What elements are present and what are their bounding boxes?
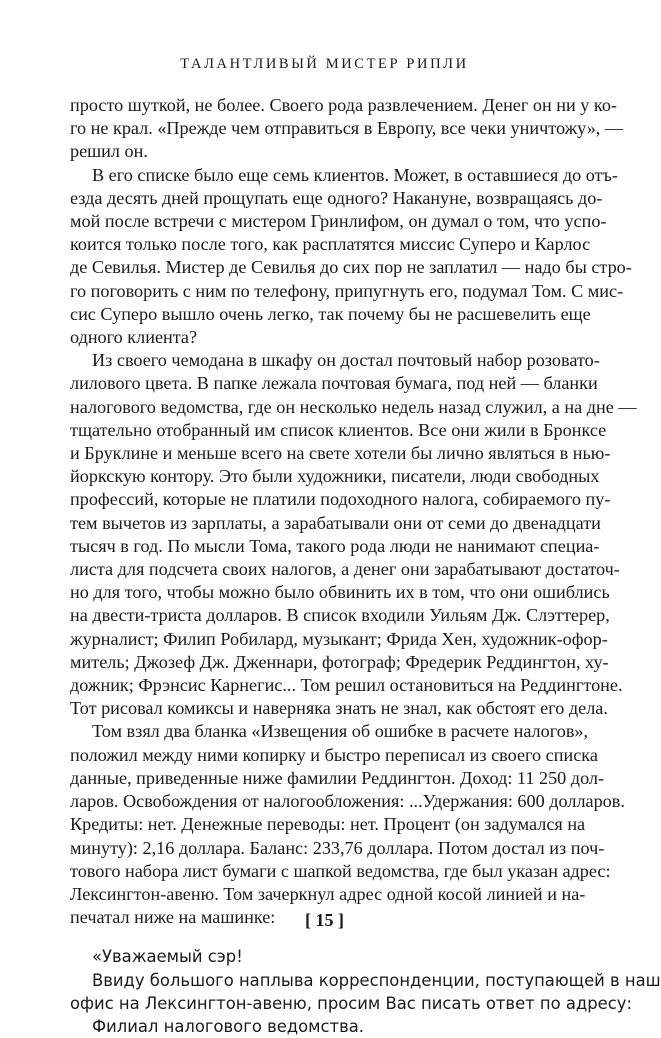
text-line: де Севилья. Мистер де Севилья до сих пор не заплатил — надо бы стро-	[70, 257, 632, 278]
text-line: Лексингтон-авеню. Том зачеркнул адрес одной косой линией и на-	[70, 883, 586, 904]
letter-line: офис на Лексингтон-авеню, просим Вас писать ответ по адресу:	[70, 993, 632, 1013]
text-line: налогового ведомства, где он несколько недель назад служил, а на дне —	[70, 396, 637, 417]
running-header: ТАЛАНТЛИВЫЙ МИСТЕР РИПЛИ	[180, 56, 469, 72]
text-line: данные, приведенные ниже фамилии Реддингтон. Доход: 11 250 дол-	[70, 767, 605, 788]
text-line: печатал ниже на машинке:	[70, 907, 276, 928]
text-line: тем вычетов из зарплаты, а зарабатывали они от семи до двенадцати	[70, 512, 601, 533]
text-line: положил между ними копирку и быстро переписал из своего списка	[70, 744, 598, 765]
text-line: го не крал. «Прежде чем отправиться в Европу, все чеки уничтожу», —	[70, 118, 624, 139]
typed-letter	[70, 945, 661, 1038]
text-line: Тот рисовал комиксы и наверняка знать не знал, как обстоят его дела.	[70, 698, 608, 719]
text-line: ларов. Освобождения от налогообложения: ...Удержания: 600 долларов.	[70, 791, 625, 812]
text-line: профессий, которые не платили подоходного налога, собираемого пу-	[70, 489, 611, 510]
text-line: коится только после того, как расплатятся миссис Суперо и Карлос	[70, 234, 591, 255]
letter-spacer	[70, 929, 574, 945]
text-line: листа для подсчета своих налогов, а денег они зарабатывают достаточ-	[70, 559, 620, 580]
letter-line: «Уважаемый сэр!	[92, 947, 243, 967]
text-line: митель; Джозеф Дж. Дженнари, фотограф; Фредерик Реддингтон, ху-	[70, 651, 609, 672]
text-line: решил он.	[70, 141, 148, 162]
body-paragraphs	[70, 94, 637, 929]
text-line: дожник; Фрэнсис Карнегис... Том решил остановиться на Реддингтоне.	[70, 675, 623, 696]
text-line: журналист; Филип Робилард, музыкант; Фрида Хен, художник-офор-	[70, 628, 608, 649]
text-line: тысяч в год. По мысли Тома, такого рода люди не нанимают специа-	[70, 535, 600, 556]
text-line: сис Суперо вышло очень легко, так почему бы не расшевелить еще	[70, 303, 591, 324]
text-line: Том взял два бланка «Извещения об ошибке в расчете налогов»,	[92, 721, 589, 742]
text-line: езда десять дней прощупать еще одного? Накануне, возвращаясь до-	[70, 187, 603, 208]
text-line: минуту): 2,16 доллара. Баланс: 233,76 доллара. Потом достал из поч-	[70, 837, 605, 858]
text-line: мой после встречи с мистером Гринлифом, он думал о том, что успо-	[70, 211, 607, 232]
text-line: одного клиента?	[70, 327, 198, 348]
text-line: на двести-триста долларов. В список входили Уильям Дж. Слэттерер,	[70, 605, 610, 626]
text-line: тщательно отобранный им список клиентов. Все они жили в Бронксе	[70, 419, 607, 440]
page-number: [ 15 ]	[305, 910, 344, 930]
text-line: но для того, чтобы можно было обвинить их в том, что они ошиблись	[70, 582, 610, 603]
text-line: го поговорить с ним по телефону, припугнуть его, подумал Том. С мис-	[70, 280, 624, 301]
text-line: йоркскую контору. Это были художники, писатели, люди свободных	[70, 466, 600, 487]
text-line: просто шуткой, не более. Своего рода развлечением. Денег он ни у ко-	[70, 95, 617, 115]
letter-line: Филиал налогового ведомства.	[92, 1016, 365, 1036]
text-line: Кредиты: нет. Денежные переводы: нет. Процент (он задумался на	[70, 814, 586, 835]
text-line: В его списке было еще семь клиентов. Может, в оставшиеся до отъ-	[92, 164, 618, 185]
text-line: лилового цвета. В папке лежала почтовая бумага, под ней — бланки	[70, 373, 598, 394]
text-line: тового набора лист бумаги с шапкой ведомства, где был указан адрес:	[70, 860, 611, 881]
text-line: и Бруклине и меньше всего на свете хотели бы лично являться в нью-	[70, 443, 611, 464]
text-line: Из своего чемодана в шкафу он достал почтовый набор розовато-	[92, 350, 600, 371]
letter-line: Ввиду большого наплыва корреспонденции, поступающей в наш	[92, 970, 661, 990]
body-text	[70, 94, 661, 1038]
